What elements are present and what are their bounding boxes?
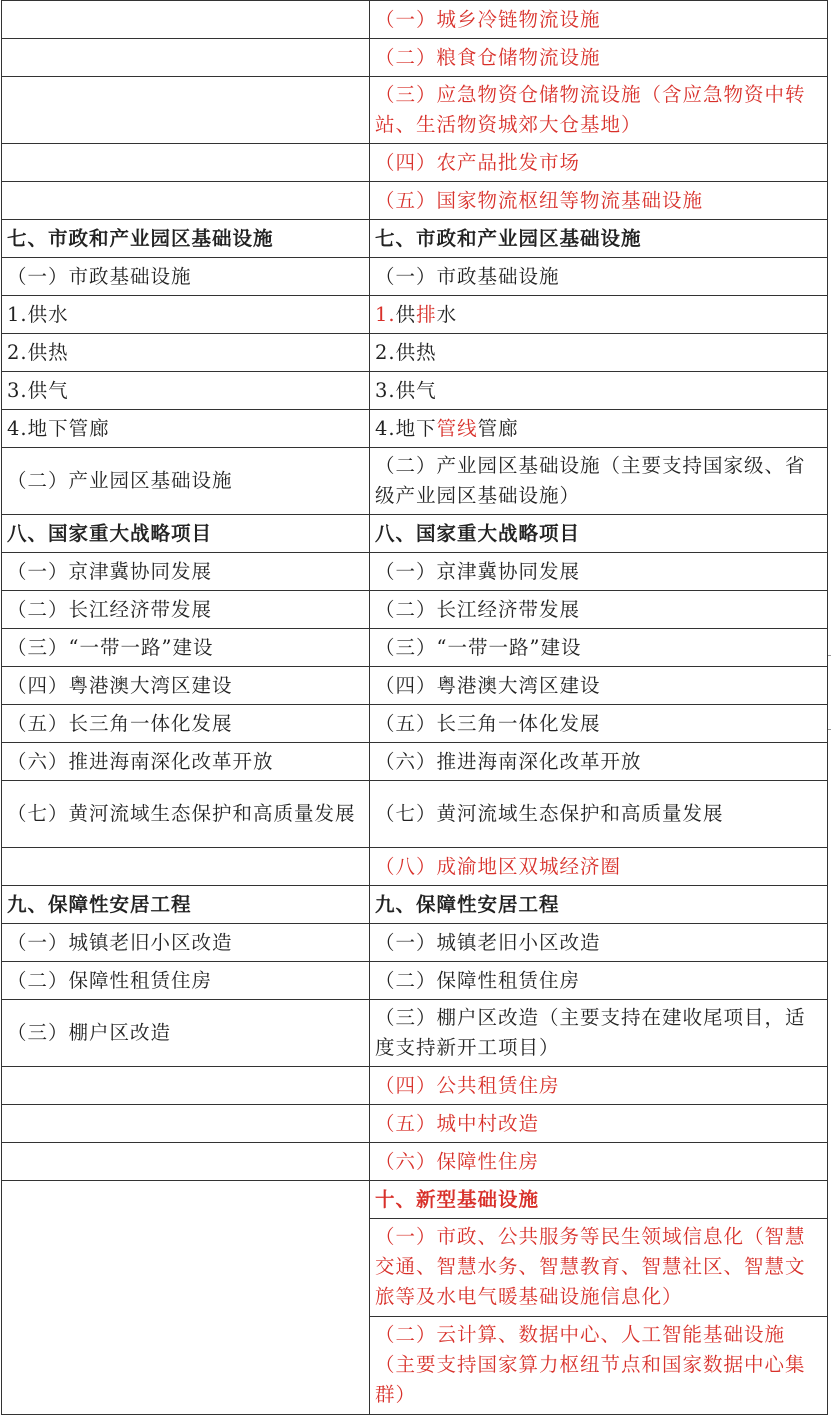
old-catalog-cell <box>2 182 370 220</box>
old-catalog-cell <box>2 1105 370 1143</box>
new-section-heading: 十、新型基础设施 <box>370 1181 828 1219</box>
table-row <box>2 848 828 886</box>
old-catalog-cell: （二）产业园区基础设施 <box>2 448 370 515</box>
new-catalog-cell: （一）市政、公共服务等民生领域信息化（智慧交通、智慧水务、智慧教育、智慧社区、智慧文旅等及水电气暖基础设施信息化） <box>370 1219 828 1317</box>
revised-text-segment: 1. <box>375 302 396 326</box>
old-catalog-cell <box>2 77 370 144</box>
text-segment: 4.地下 <box>375 416 437 440</box>
table-row <box>2 553 828 591</box>
new-catalog-cell: （四）公共租赁住房 <box>370 1067 828 1105</box>
old-catalog-cell: 1.供水 <box>2 296 370 334</box>
old-catalog-cell <box>2 1 370 39</box>
new-catalog-cell: （五）城中村改造 <box>370 1105 828 1143</box>
table-row <box>2 1000 828 1067</box>
old-catalog-cell: （三）棚户区改造 <box>2 1000 370 1067</box>
old-catalog-cell <box>2 39 370 77</box>
old-catalog-cell: （五）长三角一体化发展 <box>2 705 370 743</box>
new-catalog-cell: （五）国家物流枢纽等物流基础设施 <box>370 182 828 220</box>
revised-text-segment: 排 <box>416 302 437 326</box>
old-catalog-cell: 3.供气 <box>2 372 370 410</box>
new-catalog-cell <box>370 296 828 334</box>
old-catalog-cell: （六）推进海南深化改革开放 <box>2 743 370 781</box>
table-row <box>2 591 828 629</box>
table-row <box>2 39 828 77</box>
table-row <box>2 515 828 553</box>
table-row <box>2 962 828 1000</box>
table-row <box>2 629 828 667</box>
table-row <box>2 781 828 848</box>
old-catalog-cell: （七）黄河流域生态保护和高质量发展 <box>2 781 370 848</box>
old-catalog-cell: （二）长江经济带发展 <box>2 591 370 629</box>
new-catalog-cell: 3.供气 <box>370 372 828 410</box>
table-row <box>2 77 828 144</box>
revised-text-segment: 管线 <box>436 416 478 440</box>
text-segment: 供 <box>395 302 417 326</box>
comparison-table <box>1 0 828 1415</box>
table-row <box>2 1105 828 1143</box>
table-row <box>2 1 828 39</box>
text-segment: 管廊 <box>477 416 519 440</box>
new-catalog-cell: 七、市政和产业园区基础设施 <box>370 220 828 258</box>
table-row <box>2 410 828 448</box>
old-catalog-cell <box>2 1067 370 1105</box>
new-catalog-cell: （五）长三角一体化发展 <box>370 705 828 743</box>
old-catalog-cell <box>2 848 370 886</box>
new-catalog-cell: （七）黄河流域生态保护和高质量发展 <box>370 781 828 848</box>
old-catalog-cell: （四）粤港澳大湾区建设 <box>2 667 370 705</box>
new-catalog-cell: （三）应急物资仓储物流设施（含应急物资中转站、生活物资城郊大仓基地） <box>370 77 828 144</box>
old-catalog-cell: （一）市政基础设施 <box>2 258 370 296</box>
old-catalog-cell <box>2 144 370 182</box>
new-catalog-cell: （六）保障性住房 <box>370 1143 828 1181</box>
old-catalog-cell: 七、市政和产业园区基础设施 <box>2 220 370 258</box>
table-row <box>2 296 828 334</box>
new-catalog-cell: （三）“一带一路”建设 <box>370 629 828 667</box>
new-catalog-cell: （四）粤港澳大湾区建设 <box>370 667 828 705</box>
new-catalog-cell: （二）产业园区基础设施（主要支持国家级、省级产业园区基础设施） <box>370 448 828 515</box>
new-catalog-cell: （一）城乡冷链物流设施 <box>370 1 828 39</box>
new-catalog-cell: （三）棚户区改造（主要支持在建收尾项目，适度支持新开工项目） <box>370 1000 828 1067</box>
new-catalog-cell: （一）城镇老旧小区改造 <box>370 924 828 962</box>
new-catalog-cell <box>370 410 828 448</box>
text-segment: 水 <box>436 302 458 326</box>
old-catalog-cell: 4.地下管廊 <box>2 410 370 448</box>
table-row <box>2 372 828 410</box>
table-row <box>2 886 828 924</box>
table-row <box>2 743 828 781</box>
new-catalog-cell: 2.供热 <box>370 334 828 372</box>
old-catalog-cell: （一）城镇老旧小区改造 <box>2 924 370 962</box>
table-row <box>2 667 828 705</box>
new-catalog-cell: （六）推进海南深化改革开放 <box>370 743 828 781</box>
table-row <box>2 705 828 743</box>
table-row <box>2 220 828 258</box>
table-row <box>2 924 828 962</box>
old-catalog-cell: （二）保障性租赁住房 <box>2 962 370 1000</box>
table-row <box>2 448 828 515</box>
old-catalog-cell: 八、国家重大战略项目 <box>2 515 370 553</box>
table-row <box>2 334 828 372</box>
table-row <box>2 1143 828 1181</box>
comparison-table-body <box>2 1 828 1415</box>
table-row <box>2 1181 828 1219</box>
new-catalog-cell: （二）长江经济带发展 <box>370 591 828 629</box>
new-catalog-cell: （二）粮食仓储物流设施 <box>370 39 828 77</box>
old-catalog-cell: （一）京津冀协同发展 <box>2 553 370 591</box>
new-catalog-cell: 九、保障性安居工程 <box>370 886 828 924</box>
table-row <box>2 1067 828 1105</box>
table-row <box>2 258 828 296</box>
table-row <box>2 182 828 220</box>
new-catalog-cell: （二）保障性租赁住房 <box>370 962 828 1000</box>
old-catalog-cell <box>2 1143 370 1181</box>
new-catalog-cell: （八）成渝地区双城经济圈 <box>370 848 828 886</box>
new-catalog-cell: （四）农产品批发市场 <box>370 144 828 182</box>
table-row <box>2 144 828 182</box>
new-catalog-cell: （二）云计算、数据中心、人工智能基础设施（主要支持国家算力枢纽节点和国家数据中心集群） <box>370 1317 828 1415</box>
old-catalog-cell: （三）“一带一路”建设 <box>2 629 370 667</box>
new-catalog-cell: （一）京津冀协同发展 <box>370 553 828 591</box>
new-catalog-cell: 八、国家重大战略项目 <box>370 515 828 553</box>
old-catalog-cell <box>2 1181 370 1415</box>
new-catalog-cell: （一）市政基础设施 <box>370 258 828 296</box>
old-catalog-cell: 九、保障性安居工程 <box>2 886 370 924</box>
old-catalog-cell: 2.供热 <box>2 334 370 372</box>
